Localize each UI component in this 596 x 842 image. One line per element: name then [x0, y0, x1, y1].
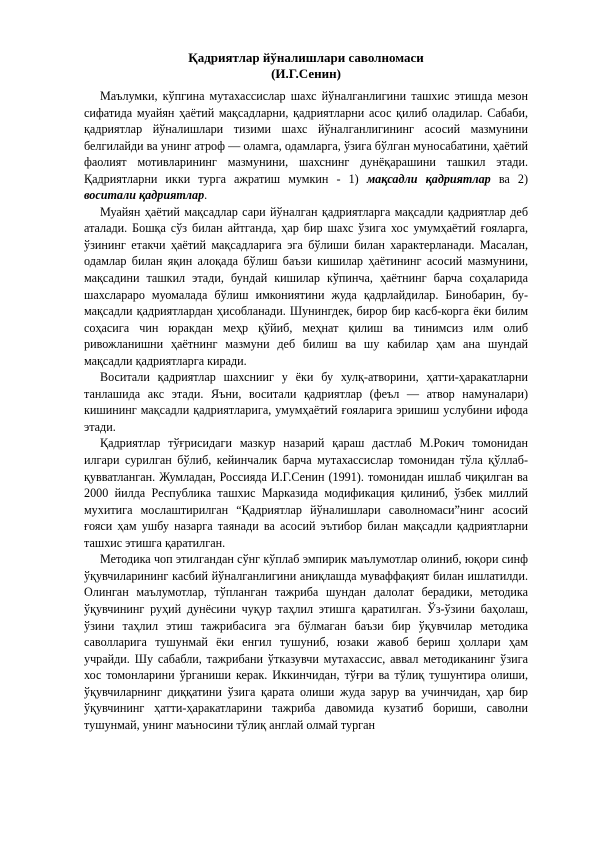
document-title: Қадриятлар йўналишлари саволномаси [188, 50, 424, 65]
body-text [84, 88, 528, 733]
text-segment: . [204, 188, 208, 203]
text-segment: Қадриятлар тўғрисидаги мазкур назарий қараш дастлаб М.Рокич томонидан илгари сурилган бўлиб, кейинчалик барча мутахассислар томонидан тўла қўллаб- қувватланган. Жумладан, Россияда И.Г.Сенин (1991). томонидан ишлаб чиқилган ва 2000 йилда Республика ташхис Марказида модификация қилиниб, ўзбек миллий мухитига мослаштирилган “Қадриятлар йўналишлари саволномаси”нинг асосий ғояси ҳам ушбу назарга таянади ва асосий эътибор билан мақсадли қадриятларни ташхис этишга қаратилган. [84, 436, 528, 550]
text-segment: Воситали қадриятлар шахснииг у ёки бу хулқ-атворини, ҳатти-ҳаракатларни танлашида акс этади. Яъни, воситали қадриятлар (феъл — атвор намуналари) кишининг мақсадли қадриятларига, умумҳаётий ғояларига эришиш услубини ифода этади. [84, 370, 528, 434]
emphasized-term: воситали қадриятлар [84, 188, 205, 203]
paragraph-3 [84, 369, 528, 435]
text-segment: ва 2) [490, 171, 528, 186]
text-segment: Методика чоп этилгандан сўнг кўплаб эмпирик маълумотлар олиниб, юқори синф ўқувчиларининг касбий йўналганлигини аниқлашда муваффақият билан ишлатилди. Олинган маълумотлар, тўпланган тажриба шундан далолат берадики, методика ўқувчининг руҳий дунёсини чуқур таҳлил этишга қаратилган. Ўз-ўзини баҳолаш, ўзини таҳлил этиш тажрибасига эга бўлмаган баъзи бир ўқувчилар методика саволларига тушунмай ёки енгил тушуниб, юзаки жавоб бериш ҳоллари ҳам учрайди. Шу сабабли, тажрибани ўтказувчи мутахассис, аввал методиканинг ўзига хос томонларини ўрганиши керак. Иккинчидан, тўғри ва тўлиқ тушунтира олиши, ўқувчиларнинг диққатини ўзига қарата олиши жуда зарур ва учинчидан, ҳар бир ўқувчининг ҳатти-ҳаракатларини тажриба давомида кузатиб бориши, саволни тушунмай, унинг маъносини тўлиқ англай олмай турган [84, 552, 528, 732]
title-block [84, 50, 528, 82]
emphasized-term: мақсадли қадриятлар [366, 171, 491, 186]
paragraph-4 [84, 435, 528, 551]
paragraph-1 [84, 88, 528, 204]
author-line: (И.Г.Сенин) [271, 66, 341, 81]
text-segment: Муайян ҳаётий мақсадлар сари йўналган қадриятларга мақсадли қадриятлар деб аталади. Бошқа сўз билан айтганда, ҳар бир шахс ўзига хос умумҳаётий ғояларга, ўзининг етакчи ҳаётий мақсадларига эга бўлиши билан характерланади. Масалан, одамлар билан яқин алоқада бўлиш баъзи кишилар ҳаётининг асосий мазмунини, мақсадини ташкил этади, бундай кишилар кўпинча, ҳаётнинг барча соҳаларида шахслараро муомалада бўлиш имкониятини жуда қадрлайдилар. Бинобарин, бу-мақсадли қадриятлардан ҳисобланади. Шунингдек, бирор бир касб-корга ёки билим соҳасига чин юракдан меҳр қўйиб, меҳнат қилиш ва тинимсиз илм олиб ривожланишни ҳаётнинг мазмуни деб билиш ва шу кабилар ҳам ана шундай мақсадли қадриятларга киради. [84, 204, 528, 368]
paragraph-2 [84, 204, 528, 369]
text-segment: Маълумки, кўпгина мутахассислар шахс йўналганлигини ташхис этишда мезон сифатида муайян ҳаётий мақсадларни, қадриятларни асос қилиб оладилар. Сабаби, қадриятлар йўналишлари тизими шахс йўналганлигининг асосий мазмунини белгилайди ва унинг атроф — оламга, одамларга, ўзига бўлган муносабатини, ҳаётий фаолият мотивларининг мазмунини, шахснинг дунёқарашини ташкил этади. Қадриятларни икки турга ажратиш мумкин - 1) [84, 89, 528, 186]
paragraph-5 [84, 551, 528, 733]
